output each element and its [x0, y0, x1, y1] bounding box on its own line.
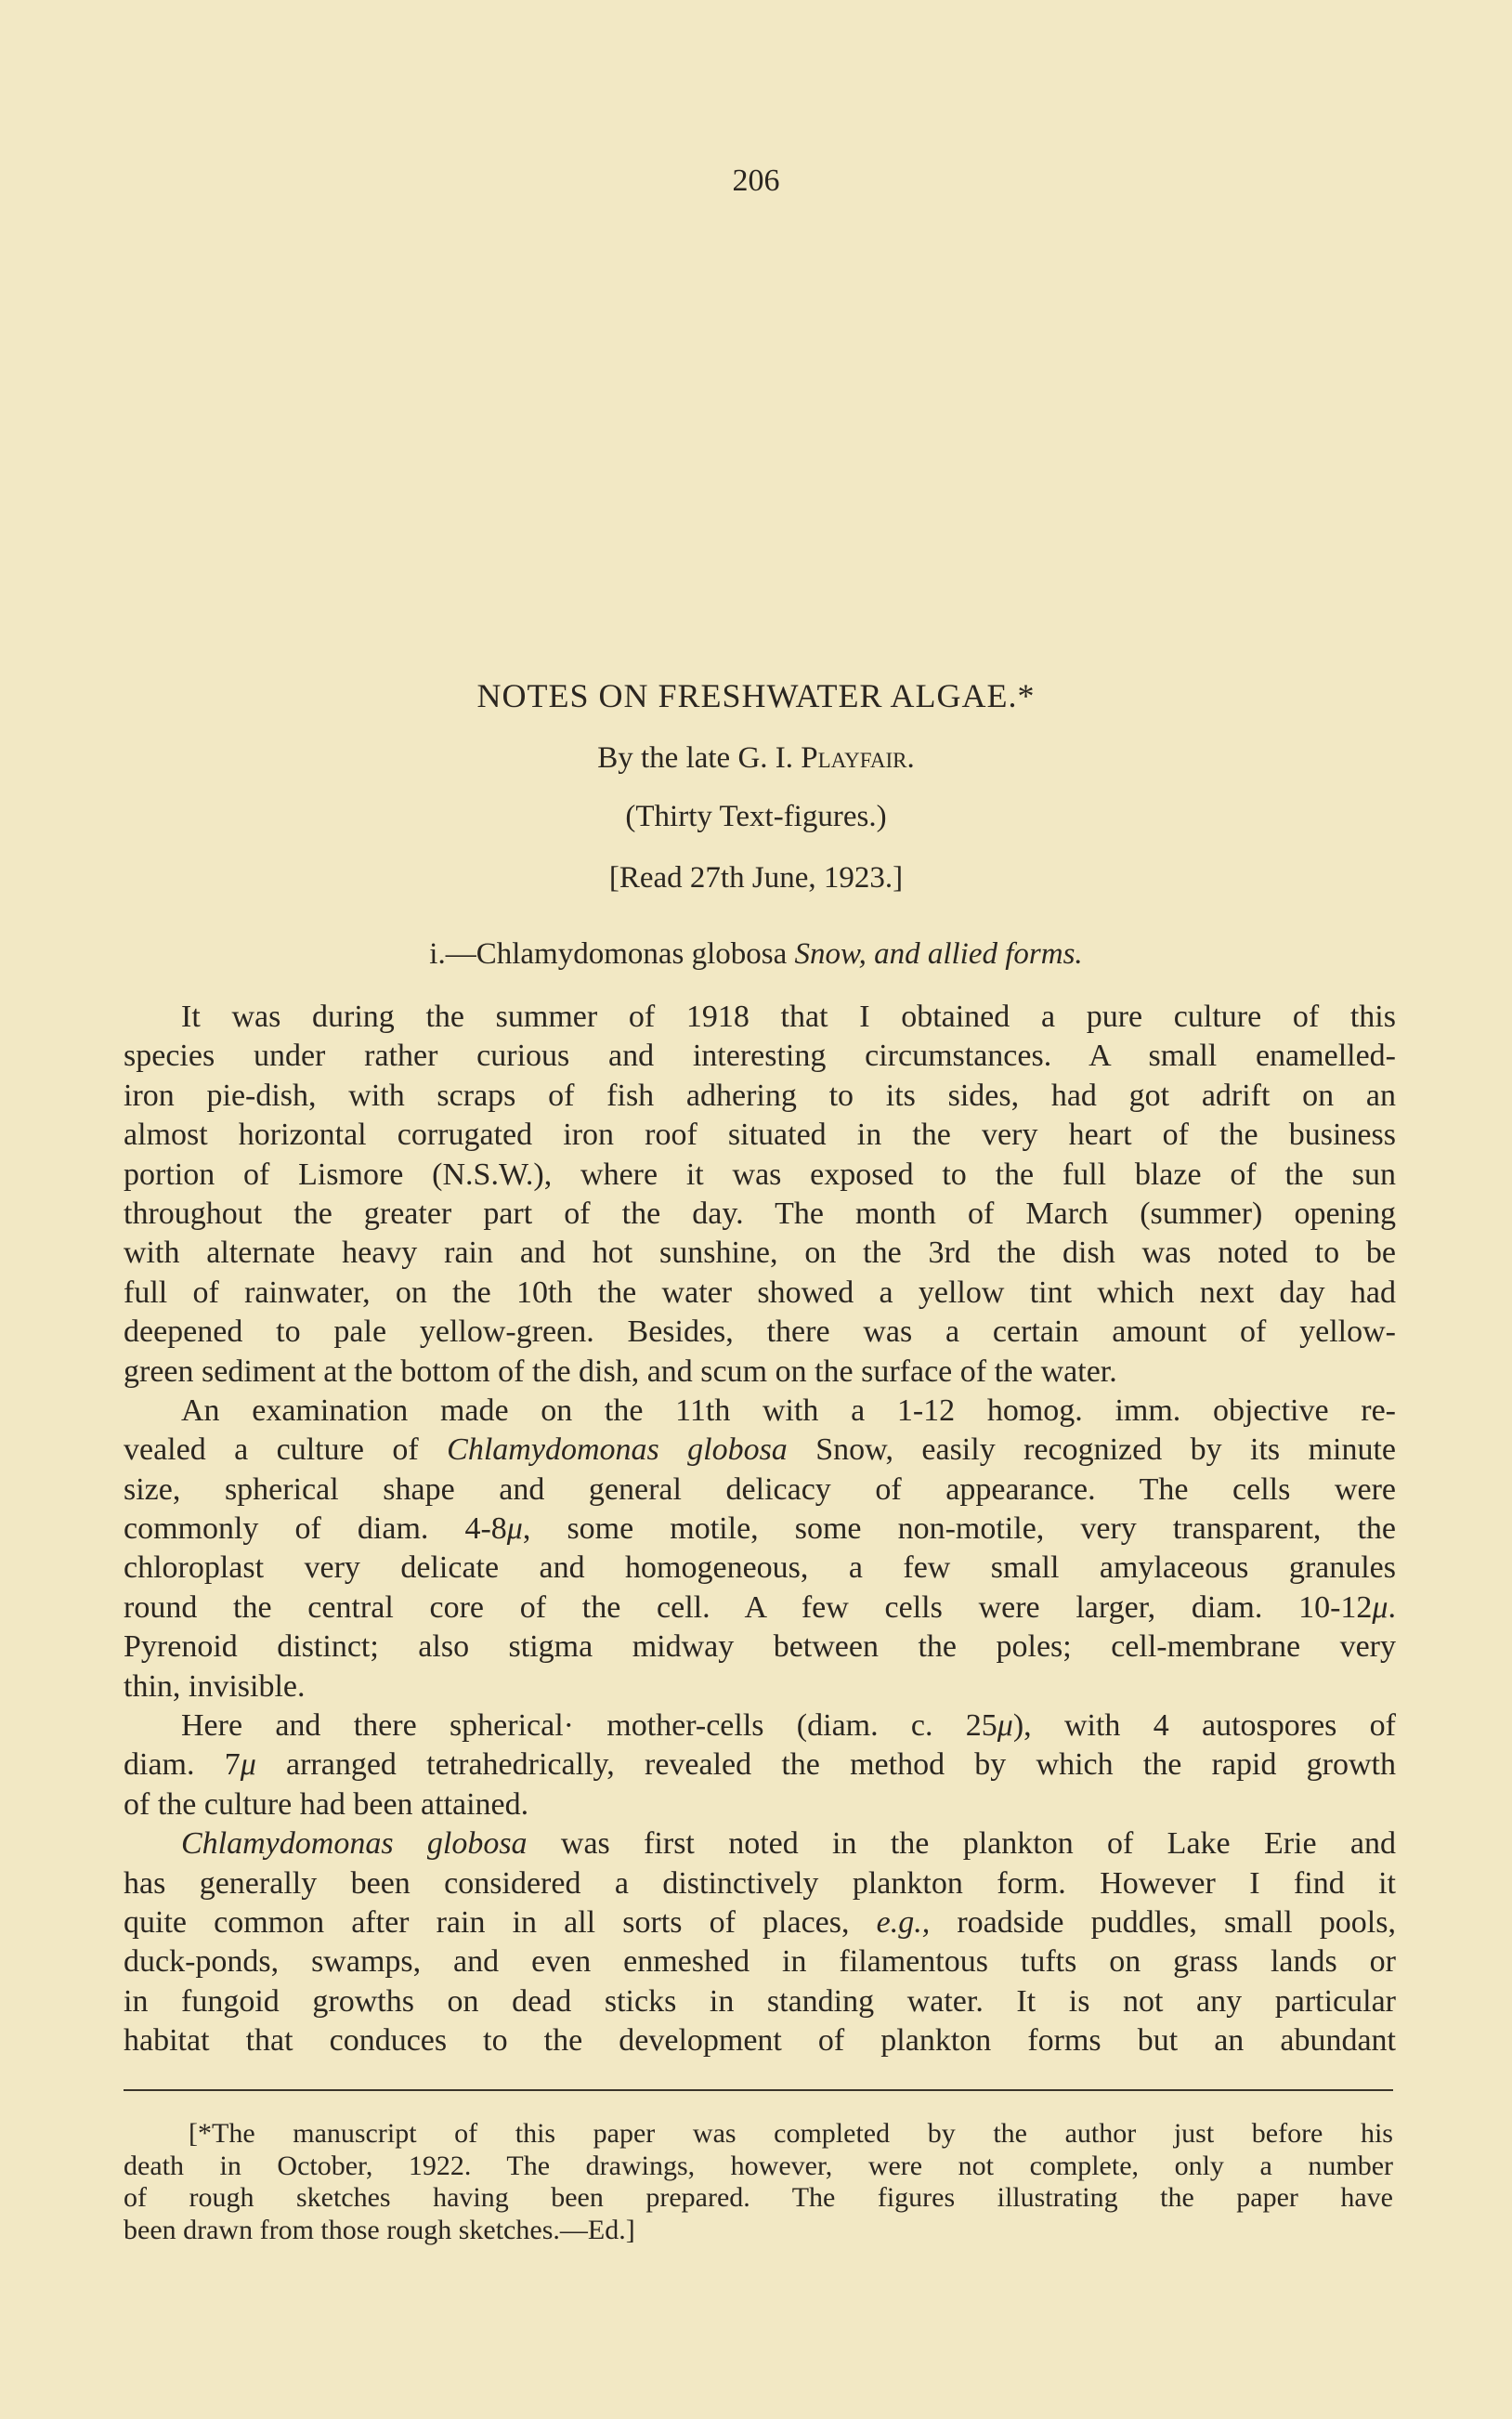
italic-text: μ — [506, 1511, 523, 1547]
byline — [0, 741, 1512, 776]
text-segment: throughout the greater part of the day. The month of March (summer) opening — [124, 1196, 1396, 1231]
text-segment: of rough sketches having been prepared. The figures illustrating the paper have — [124, 2182, 1393, 2213]
text-segment: habitat that conduces to the development of plankton forms but an abundant — [124, 2023, 1396, 2059]
text-segment: commonly of diam. 4-8 — [124, 1511, 507, 1547]
text-segment: It was during the summer of 1918 that I obtained a pure culture of this — [181, 1000, 1396, 1034]
text-line — [124, 1156, 1396, 1195]
text-segment: duck-ponds, swamps, and even enmeshed in filamentous tufts on grass lands or — [124, 1944, 1396, 1980]
read-date: [Read 27th June, 1923.] — [608, 861, 904, 895]
text-line — [124, 1353, 1396, 1392]
text-line — [124, 2215, 1393, 2247]
text-line — [124, 1903, 1396, 1942]
footnote-divider — [124, 2089, 1393, 2091]
text-segment: death in October, 1922. The drawings, however, were not complete, only a number — [124, 2150, 1393, 2181]
text-segment: An examination made on the 11th with a 1-12 homog. imm. objective re- — [181, 1393, 1396, 1428]
text-line — [124, 1942, 1396, 1981]
text-segment: , some motile, some non-motile, very transparent, the — [522, 1511, 1397, 1547]
text-segment: has generally been considered a distinctively plankton form. However I find it — [124, 1865, 1396, 1901]
paragraph — [124, 998, 1396, 1392]
text-segment: was first noted in the plankton of Lake Erie and — [527, 1826, 1396, 1862]
byline-prefix: By the late G. I. — [597, 741, 802, 775]
italic-text: μ — [240, 1747, 256, 1783]
text-line — [124, 1510, 1396, 1549]
text-line — [124, 1746, 1396, 1785]
text-segment: [*The manuscript of this paper was completed by the author just before his — [189, 2118, 1393, 2149]
text-segment: almost horizontal corrugated iron roof situated in the very heart of the business — [124, 1118, 1396, 1153]
text-segment: ), with 4 autospores of — [1012, 1708, 1396, 1744]
text-line — [124, 1667, 1396, 1706]
page-number: 206 — [732, 163, 780, 198]
text-segment: vealed a culture of — [124, 1432, 448, 1468]
text-segment: arranged tetrahedrically, revealed the method by which the rapid growth — [255, 1747, 1396, 1783]
text-line — [124, 2021, 1396, 2060]
paragraph — [124, 1392, 1396, 1706]
figures-note: (Thirty Text-figures.) — [625, 800, 887, 833]
text-line — [124, 1431, 1396, 1470]
text-line — [124, 1195, 1396, 1234]
italic-text: μ — [997, 1708, 1013, 1744]
article-title: NOTES ON FRESHWATER ALGAE.* — [476, 677, 1036, 714]
text-line — [124, 1706, 1396, 1746]
text-segment: green sediment at the bottom of the dish, and scum on the surface of the water. — [124, 1353, 1117, 1389]
italic-text: e.g., — [876, 1904, 931, 1940]
text-segment: Here and there spherical· mother-cells (diam. c. 25 — [181, 1708, 997, 1744]
section-heading-italic: Snow, and allied forms. — [794, 937, 1083, 971]
text-segment: species under rather curious and interesting circumstances. A small enamelled- — [124, 1039, 1396, 1074]
text-line — [124, 1785, 1396, 1824]
text-line — [124, 1824, 1396, 1863]
text-line — [124, 1037, 1396, 1076]
text-segment: roadside puddles, small pools, — [930, 1904, 1396, 1940]
text-line — [124, 1471, 1396, 1510]
text-line — [124, 2151, 1393, 2183]
text-line — [124, 1234, 1396, 1273]
body-text — [124, 998, 1396, 2061]
text-line — [124, 1982, 1396, 2021]
author-name: Playfair — [801, 741, 907, 775]
text-segment: portion of Lismore (N.S.W.), where it was exposed to the full blaze of the sun — [124, 1157, 1396, 1192]
text-line — [124, 1116, 1396, 1155]
section-heading-roman: i.—Chlamydomonas globosa — [429, 937, 795, 971]
section-heading — [0, 937, 1512, 972]
text-line — [124, 2118, 1393, 2151]
text-segment: thin, invisible. — [124, 1668, 306, 1704]
text-line — [124, 998, 1396, 1037]
italic-text: μ — [1372, 1589, 1388, 1625]
text-line — [124, 1628, 1396, 1667]
text-line — [124, 1313, 1396, 1352]
text-line — [124, 1549, 1396, 1588]
text-segment: with alternate heavy rain and hot sunshine, on the 3rd the dish was noted to be — [124, 1236, 1396, 1271]
text-segment: chloroplast very delicate and homogeneous, a few small amylaceous granules — [124, 1550, 1396, 1586]
text-segment: full of rainwater, on the 10th the water showed a yellow tint which next day had — [124, 1275, 1396, 1310]
paragraph — [124, 1824, 1396, 2060]
paragraph — [124, 1706, 1396, 1824]
text-line — [124, 1274, 1396, 1313]
text-line — [124, 2182, 1393, 2215]
italic-text: Chlamydomonas globosa — [181, 1826, 528, 1862]
footnote — [124, 2118, 1393, 2246]
text-line — [124, 1864, 1396, 1903]
text-segment: iron pie-dish, with scraps of fish adhering to its sides, had got adrift on an — [124, 1078, 1396, 1113]
text-segment: . — [1388, 1589, 1396, 1625]
text-line — [124, 1589, 1396, 1628]
text-segment: Snow, easily recognized by its minute — [787, 1432, 1397, 1468]
text-segment: deepened to pale yellow-green. Besides, there was a certain amount of yellow- — [124, 1314, 1396, 1350]
text-segment: diam. 7 — [124, 1747, 241, 1783]
text-segment: round the central core of the cell. A few cells were larger, diam. 10-12 — [124, 1589, 1373, 1625]
byline-suffix: . — [906, 741, 915, 775]
text-segment: been drawn from those rough sketches.—Ed.] — [124, 2214, 635, 2245]
italic-text: Chlamydomonas globosa — [447, 1432, 788, 1468]
text-line — [124, 1392, 1396, 1431]
text-segment: size, spherical shape and general delicacy of appearance. The cells were — [124, 1471, 1396, 1507]
text-segment: of the culture had been attained. — [124, 1786, 529, 1822]
text-segment: Pyrenoid distinct; also stigma midway between the poles; cell-membrane very — [124, 1629, 1396, 1665]
text-segment: in fungoid growths on dead sticks in standing water. It is not any particular — [124, 1983, 1396, 2019]
text-segment: quite common after rain in all sorts of places, — [124, 1904, 877, 1940]
text-line — [124, 1077, 1396, 1116]
